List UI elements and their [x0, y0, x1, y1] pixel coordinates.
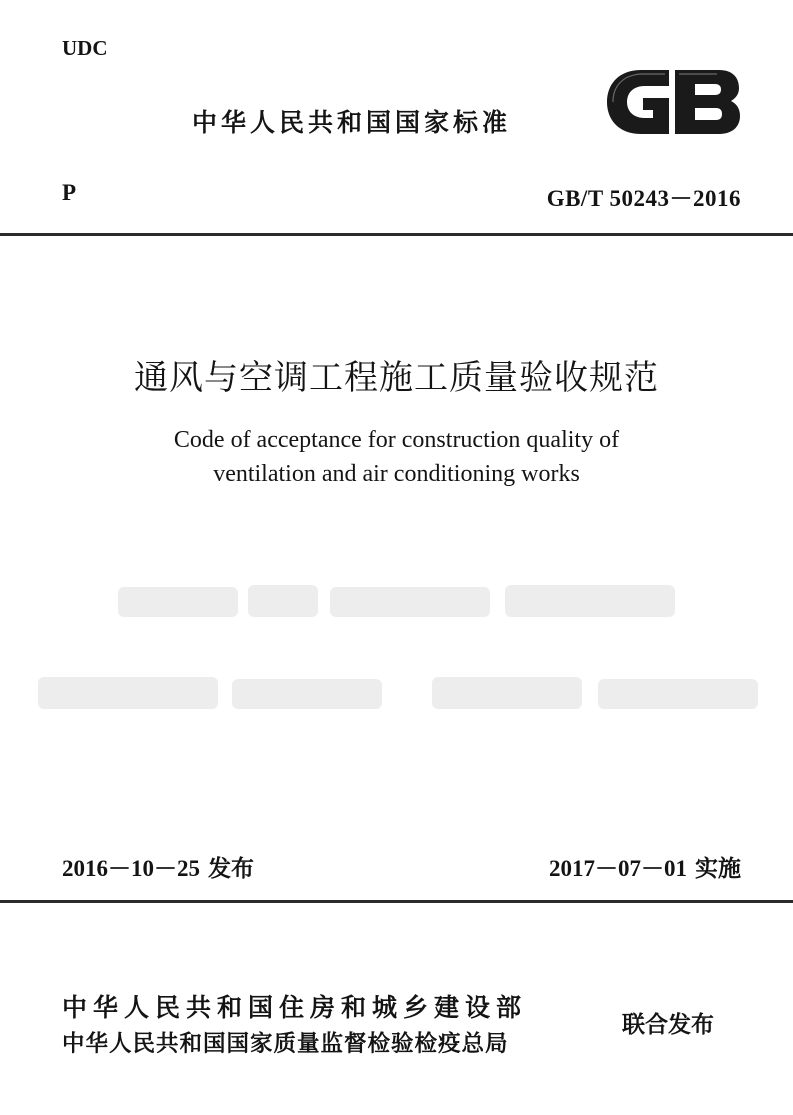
- top-divider: [0, 233, 793, 236]
- classification-code: P: [62, 180, 77, 205]
- implement-date: 2017－07－01: [549, 856, 687, 881]
- implement-label: 实施: [695, 856, 741, 882]
- title-english-line1: Code of acceptance for construction quality of: [173, 427, 620, 453]
- publisher-line2: 中华人民共和国国家质量监督检验检疫总局: [62, 1031, 509, 1057]
- title-chinese: 通风与空调工程施工质量验收规范: [134, 358, 659, 398]
- udc-label: UDC: [62, 36, 108, 60]
- implement-date-row: [549, 850, 741, 883]
- standard-number: GB/T 50243－2016: [546, 186, 741, 211]
- issue-date-row: [62, 850, 254, 883]
- faded-background-text: [0, 565, 793, 725]
- bottom-divider: [0, 900, 793, 903]
- issue-date: 2016－10－25: [62, 856, 200, 881]
- standard-type: 中华人民共和国国家标准: [192, 108, 512, 137]
- title-english-line2: ventilation and air conditioning works: [213, 461, 580, 487]
- publisher-line1: 中华人民共和国住房和城乡建设部: [62, 993, 528, 1022]
- gb-logo-icon: [603, 66, 743, 138]
- joint-publish-label: 联合发布: [622, 1012, 714, 1038]
- issue-label: 发布: [208, 856, 254, 882]
